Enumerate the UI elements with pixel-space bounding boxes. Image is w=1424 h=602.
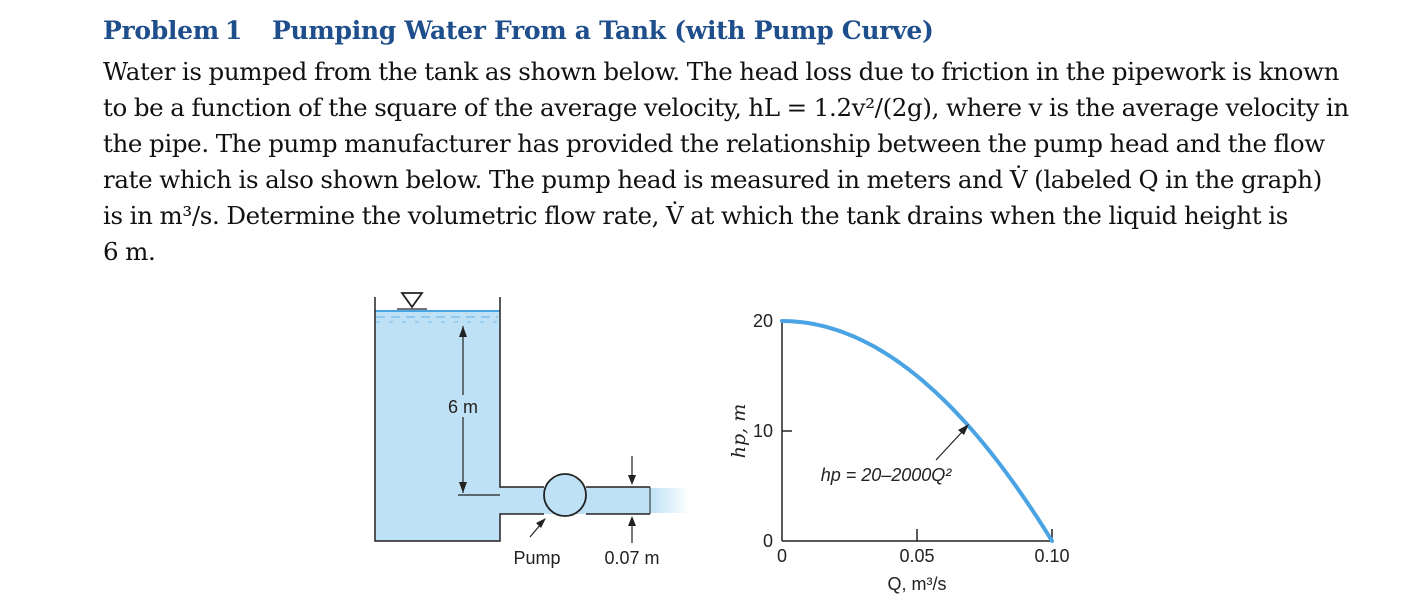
- y-tick-label: 20: [752, 311, 773, 331]
- x-tick-label: 0: [776, 546, 788, 566]
- pump-curve-chart: [728, 311, 1070, 594]
- annotation-arrow: [936, 432, 962, 460]
- pump-curve-line: [782, 321, 1052, 541]
- statement-line: the pipe. The pump manufacturer has provided the relationship between the pump head and the flow: [103, 129, 1325, 158]
- tank-water: [375, 311, 650, 541]
- statement-line: to be a function of the square of the average velocity, hL = 1.2v²/(2g), where v is the average velocity in: [103, 93, 1349, 122]
- y-tick-label: 0: [762, 531, 773, 551]
- y-tick-label: 10: [752, 421, 773, 441]
- diameter-label: 0.07 m: [604, 548, 660, 568]
- pump-label: Pump: [513, 548, 561, 568]
- x-axis-label: Q, m³/s: [887, 574, 947, 594]
- problem-label: Problem: [103, 16, 219, 45]
- statement-line: is in m³/s. Determine the volumetric flow rate, V̇ at which the tank drains when the liquid height is: [103, 201, 1288, 230]
- water-level-triangle-icon: [402, 293, 422, 307]
- x-tick-label: 0.05: [899, 546, 935, 566]
- x-tick-label: 0.10: [1034, 546, 1070, 566]
- statement-line: Water is pumped from the tank as shown below. The head loss due to friction in the pipework is known: [103, 57, 1340, 86]
- problem-title: Pumping Water From a Tank (with Pump Curve): [272, 16, 934, 45]
- tank-diagram: [375, 293, 690, 568]
- curve-equation-label: hp = 20–2000Q²: [820, 465, 952, 485]
- outflow-jet: [650, 488, 690, 513]
- pump-icon: [544, 474, 586, 516]
- height-label: 6 m: [447, 397, 479, 417]
- statement-line: rate which is also shown below. The pump head is measured in meters and V̇ (labeled Q in the graph): [103, 165, 1322, 194]
- problem-number: 1: [224, 16, 242, 45]
- statement-line: 6 m.: [103, 237, 156, 266]
- y-axis-label: hp, m: [728, 403, 750, 459]
